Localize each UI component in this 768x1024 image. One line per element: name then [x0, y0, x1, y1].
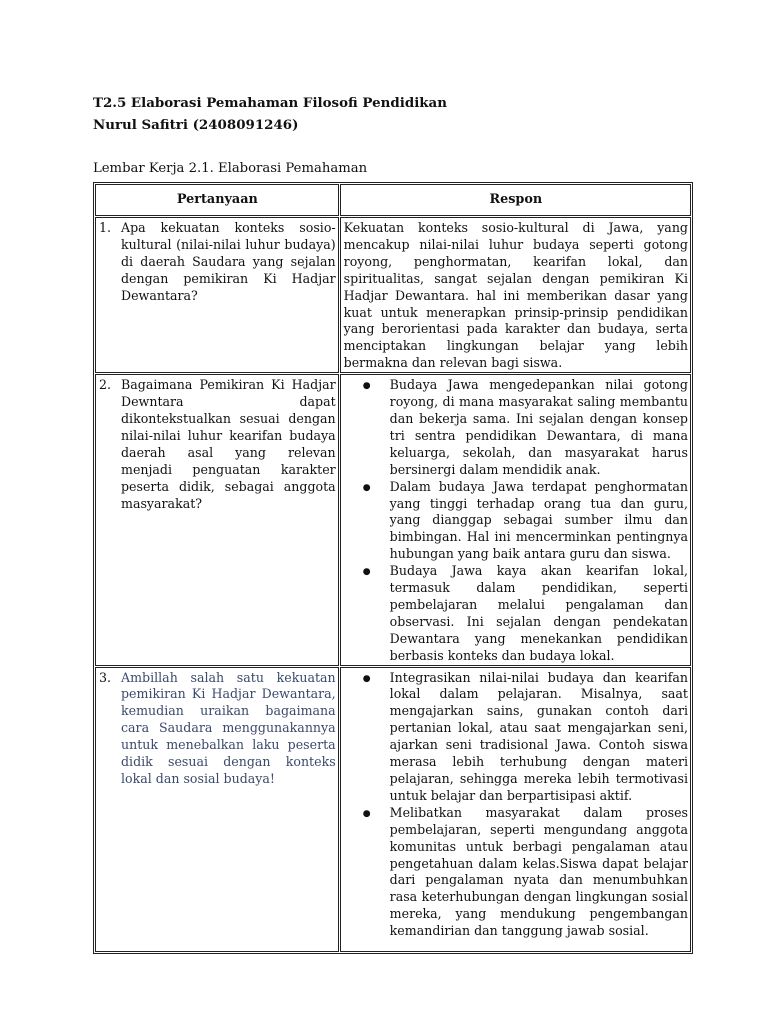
question-number: 3.	[99, 669, 112, 685]
question-cell	[95, 374, 339, 665]
table-header-row	[95, 184, 691, 216]
response-bullet-list	[344, 377, 688, 664]
response-cell	[340, 374, 691, 665]
table-row	[95, 217, 691, 373]
header-question: Pertanyaan	[95, 184, 339, 216]
header-response: Respon	[340, 184, 691, 216]
table-row	[95, 374, 691, 665]
worksheet-caption: Lembar Kerja 2.1. Elaborasi Pemahaman	[93, 161, 368, 176]
question-number: 1.	[99, 220, 112, 235]
worksheet-table	[93, 182, 693, 954]
question-text: Bagaimana Pemikiran Ki Hadjar Dewntara dapat dikontekstualkan sesuai dengan nilai-nilai luhur kearifan budaya daerah asal yang relevan menjadi penguatan karakter peserta didik, sebagai anggota masyarakat?	[121, 377, 336, 511]
bullet-icon	[344, 479, 390, 564]
bullet-icon	[344, 670, 390, 805]
author-line: Nurul Safitri (2408091246)	[93, 117, 299, 133]
bullet-icon	[344, 563, 390, 664]
question-cell	[95, 217, 339, 373]
bullet-icon	[344, 805, 390, 940]
response-bullet-list	[344, 670, 688, 941]
table-row	[95, 667, 691, 952]
list-item: ● Integrasikan nilai-nilai budaya dan kearifan lokal dalam pelajaran. Misalnya, saat mengajarkan sains, gunakan contoh dari pertanian lokal, atau saat mengajarkan seni, ajarkan seni tradisional Jawa. Contoh siswa merasa lebih terhubung dengan materi pelajaran, sehingga mereka lebih termotivasi untuk belajar dan berpartisipasi aktif.	[344, 670, 688, 805]
question-number: 2.	[99, 377, 112, 393]
response-cell	[340, 217, 691, 373]
response-cell	[340, 667, 691, 952]
question-cell	[95, 667, 339, 952]
question-text: Ambillah salah satu kekuatan pemikiran Ki Hadjar Dewantara, kemudian uraikan bagaimana cara Saudara menggunakannya untuk menebalkan laku peserta didik sesuai dengan konteks lokal dan sosial budaya!	[121, 669, 336, 786]
list-item: ● Dalam budaya Jawa terdapat penghormatan yang tinggi terhadap orang tua dan guru, yang dianggap sebagai sumber ilmu dan bimbingan. Hal ini mencerminkan pentingnya hubungan yang baik antara guru dan siswa.	[344, 479, 688, 564]
list-item: ● Budaya Jawa mengedepankan nilai gotong royong, di mana masyarakat saling membantu dan bekerja sama. Ini sejalan dengan konsep tri sentra pendidikan Dewantara, di mana keluarga, sekolah, dan masyarakat harus bersinergi dalam mendidik anak.	[344, 377, 688, 478]
response-text: Kekuatan konteks sosio-kultural di Jawa, yang mencakup nilai-nilai luhur budaya seperti gotong royong, penghormatan, kearifan lokal, dan spiritualitas, sangat sejalan dengan pemikiran Ki Hadjar Dewantara. hal ini memberikan dasar yang kuat untuk menerapkan prinsip-prinsip pendidikan yang berorientasi pada karakter dan budaya, serta menciptakan lingkungan belajar yang lebih bermakna dan relevan bagi siswa.	[343, 220, 688, 371]
question-text: Apa kekuatan konteks sosio-kultural (nilai-nilai luhur budaya) di daerah Saudara yang sejalan dengan pemikiran Ki Hadjar Dewantara?	[121, 220, 336, 303]
list-item: ● Budaya Jawa kaya akan kearifan lokal, termasuk dalam pendidikan, seperti pembelajaran melalui pengalaman dan observasi. Ini sejalan dengan pendekatan Dewantara yang menekankan pendidikan berbasis konteks dan budaya lokal.	[344, 563, 688, 664]
document-title: T2.5 Elaborasi Pemahaman Filosofi Pendidikan	[93, 95, 447, 111]
list-item: ● Melibatkan masyarakat dalam proses pembelajaran, seperti mengundang anggota komunitas untuk berbagi pengalaman atau pengetahuan dalam kelas.Siswa dapat belajar dari pengalaman nyata dan menumbuhkan rasa keterhubungan dengan lingkungan sosial mereka, yang mendukung pengembangan kemandirian dan tanggung jawab sosial.	[344, 805, 688, 940]
bullet-icon	[344, 377, 390, 478]
